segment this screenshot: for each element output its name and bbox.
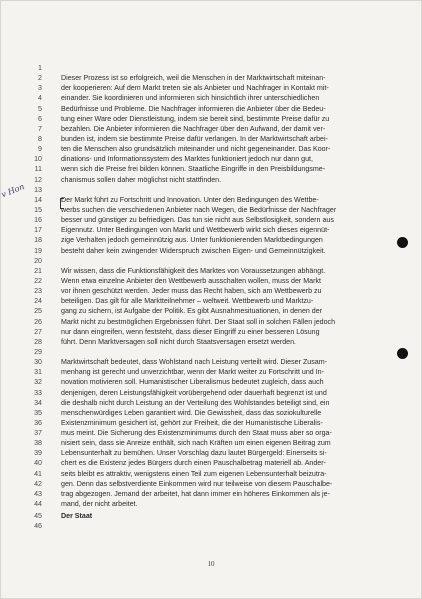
line-number: 5 (38, 104, 42, 113)
text-line (0, 124, 422, 134)
line-text: dinations- und Informationssystem des Marktes funktioniert jedoch nur dann gut, (61, 155, 313, 164)
text-line (0, 154, 422, 164)
text-line (0, 104, 422, 114)
line-number: 41 (34, 469, 42, 478)
text-line (0, 225, 422, 235)
text-line (0, 164, 422, 174)
text-line (0, 448, 422, 458)
text-line (0, 357, 422, 367)
text-line (0, 377, 422, 387)
line-number: 37 (34, 429, 42, 438)
text-line (0, 73, 422, 83)
text-line (0, 195, 422, 205)
line-text: menschenwürdiges Leben garantiert wird. Die Gewissheit, dass das soziokulturelle (61, 408, 322, 417)
text-line (0, 499, 422, 509)
line-text: mus meint. Die Sicherung des Existenzminimums durch den Staat muss aber so orga- (61, 429, 332, 438)
text-line (0, 114, 422, 124)
line-number: 2 (38, 74, 42, 83)
text-line (0, 521, 422, 531)
text-line (0, 185, 422, 195)
line-text: chert es die Existenz jedes Bürgers durch einen Pauschalbetrag materiell ab. Ander- (61, 459, 326, 468)
line-text: beteiligen. Das gilt für alle Marktteilnehmer – weltweit. Wettbewerb und Marktzu- (61, 297, 314, 306)
line-number: 12 (34, 175, 42, 184)
line-number: 20 (34, 256, 42, 265)
line-number: 15 (34, 205, 42, 214)
line-number: 11 (34, 165, 42, 174)
line-number: 22 (34, 276, 42, 285)
line-number: 40 (34, 459, 42, 468)
line-text: nisiert sein, dass sie Anreize enthält, sich nach Kräften um einen eigenen Beitrag zum (61, 439, 331, 448)
text-line (0, 408, 422, 418)
line-number: 45 (34, 512, 42, 521)
line-text: novation motivieren soll. Humanistischer Liberalismus bedeutet zugleich, dass auch (61, 378, 324, 387)
text-line (0, 469, 422, 479)
line-text: werbs suchen die verschiedenen Anbieter nach Wegen, die Bedürfnisse der Nachfrager (61, 205, 337, 214)
line-text: die deshalb nicht durch Leistung an der Verteilung des Wohlstandes beteiligt sind, ein (61, 398, 330, 407)
line-number: 9 (38, 145, 42, 154)
line-text: führt. Denn Marktversagen soll nicht durch Staatsversagen ersetzt werden. (61, 337, 296, 346)
line-number: 38 (34, 439, 42, 448)
text-line (0, 347, 422, 357)
line-number: 27 (34, 327, 42, 336)
text-line (0, 458, 422, 468)
line-text: Marktwirtschaft bedeutet, dass Wohlstand nach Leistung verteilt wird. Dieser Zusam- (61, 358, 327, 367)
text-line (0, 296, 422, 306)
line-text: bezahlen. Die Anbieter informieren die Nachfrager über den Aufwand, der damit ver- (61, 124, 326, 133)
line-number: 46 (34, 522, 42, 531)
text-line (0, 256, 422, 266)
line-text: denjenigen, deren Leistungsfähigkeit vorübergehend oder dauerhaft begrenzt ist und (61, 388, 327, 397)
punch-hole (397, 348, 408, 359)
text-line (0, 144, 422, 154)
line-text: nur dann eingreifen, wenn feststeht, dass dieser Eingriff zu einer besseren Lösung (61, 327, 320, 336)
line-text: seits bleibt es attraktiv, wenigstens einen Teil zum eigenen Lebensunterhalt beizutra- (61, 469, 327, 478)
line-text: vor ihnen geschützt werden. Jeder muss das Recht haben, sich am Wettbewerb zu (61, 287, 322, 296)
line-number: 19 (34, 246, 42, 255)
line-number: 35 (34, 408, 42, 417)
text-line (0, 63, 422, 73)
line-text: mand, der nicht arbeitet. (61, 500, 138, 509)
text-line (0, 134, 422, 144)
handwritten-margin-note: v Hon (0, 182, 26, 200)
text-line (0, 367, 422, 377)
line-number: 34 (34, 398, 42, 407)
line-number: 33 (34, 388, 42, 397)
line-number: 23 (34, 287, 42, 296)
text-line (0, 428, 422, 438)
line-text: trag abgezogen. Jemand der arbeitet, hat dann immer ein höheres Einkommen als je- (61, 489, 330, 498)
line-text: gang zu sichern, ist Aufgabe der Politik. Es gibt Ausnahmesituationen, in denen der (61, 307, 323, 316)
text-line (0, 266, 422, 276)
text-line (0, 246, 422, 256)
line-number: 21 (34, 266, 42, 275)
text-line (0, 418, 422, 428)
text-line (0, 235, 422, 245)
line-number: 32 (34, 378, 42, 387)
text-line (0, 205, 422, 215)
line-number: 4 (38, 94, 42, 103)
line-text: besser und günstiger zu befriedigen. Das tun sie nicht aus Selbstlosigkeit, sondern aus (61, 216, 334, 225)
line-text: chanismus sollen daher möglichst nicht stattfinden. (61, 175, 222, 184)
line-number: 16 (34, 216, 42, 225)
line-number: 42 (34, 479, 42, 488)
line-number: 8 (38, 134, 42, 143)
text-line (0, 175, 422, 185)
line-text: ten die Menschen also grundsätzlich miteinander und nicht gegeneinander. Das Koor- (61, 145, 331, 154)
text-line (0, 511, 422, 521)
text-line (0, 489, 422, 499)
text-line (0, 286, 422, 296)
line-number: 14 (34, 195, 42, 204)
line-number: 24 (34, 297, 42, 306)
line-number: 29 (34, 347, 42, 356)
text-line (0, 306, 422, 316)
line-text: tung einer Ware oder Dienstleistung, indem sie bereit sind, bestimmte Preise dafür zu (61, 114, 330, 123)
text-line (0, 83, 422, 93)
line-text: Wenn etwa einzelne Anbieter den Wettbewerb ausschalten wollen, muss der Markt (61, 276, 321, 285)
line-number: 6 (38, 114, 42, 123)
line-number: 25 (34, 307, 42, 316)
line-text: einander. Sie koordinieren und informieren sich hinsichtlich ihrer unterschiedlichen (61, 94, 320, 103)
line-number: 28 (34, 337, 42, 346)
line-text: Der Markt führt zu Fortschritt und Innovation. Unter den Bedingungen des Wettbe- (61, 195, 319, 204)
line-number: 13 (34, 185, 42, 194)
text-line (0, 479, 422, 489)
line-text: der kooperieren: Auf dem Markt treten sie als Anbieter und Nachfrager in Kontakt mit- (61, 84, 329, 93)
text-line (0, 438, 422, 448)
line-number: 30 (34, 358, 42, 367)
line-text: Wir wissen, dass die Funktionsfähigkeit des Marktes von Voraussetzungen abhängt. (61, 266, 326, 275)
text-line (0, 93, 422, 103)
line-number: 43 (34, 489, 42, 498)
section-heading: Der Staat (61, 512, 93, 521)
text-line (0, 276, 422, 286)
text-line (0, 215, 422, 225)
line-text: Dieser Prozess ist so erfolgreich, weil die Menschen in der Marktwirtschaft miteinan- (61, 74, 326, 83)
line-text: Markt nicht zu bestmöglichen Ergebnissen führt. Der Staat soll in solchen Fällen jedoch (61, 317, 336, 326)
line-text: Bedürfnisse und Probleme. Die Nachfrager informieren die Anbieter über die Bedeu- (61, 104, 326, 113)
text-line (0, 337, 422, 347)
line-number: 3 (38, 84, 42, 93)
line-number: 17 (34, 226, 42, 235)
line-number: 36 (34, 418, 42, 427)
line-text: gen. Denn das selbstverdiente Einkommen wird nur teilweise von diesem Pauschalbe- (61, 479, 333, 488)
line-number: 7 (38, 124, 42, 133)
line-number: 44 (34, 500, 42, 509)
line-text: zige Verhalten jedoch gemeinnützig aus. Unter funktionierenden Marktbedingungen (61, 236, 323, 245)
line-number: 26 (34, 317, 42, 326)
line-text: menhang ist gerecht und unverzichtbar, wenn der Markt weiter zu Fortschritt und In- (61, 368, 324, 377)
line-number: 31 (34, 368, 42, 377)
line-text: wenn sich die Preise frei bilden können. Staatliche Eingriffe in den Preisbildungsme- (61, 165, 326, 174)
line-number: 1 (38, 64, 42, 72)
line-text: Eigennutz. Unter Bedingungen von Markt und Wettbewerb wirkt sich dieses eigennüt- (61, 226, 330, 235)
punch-hole (397, 237, 408, 248)
line-text: bunden ist, indem sie bestimmte Preise dafür verlangen. In der Marktwirtschaft arbei- (61, 134, 328, 143)
text-line (0, 388, 422, 398)
page-number: 10 (207, 560, 215, 568)
numbered-text-lines (0, 63, 422, 531)
line-text: Lebensunterhalt zu bemühen. Unser Vorschlag dazu lautet Bürgergeld: Einerseits si- (61, 449, 327, 458)
text-line (0, 398, 422, 408)
line-number: 39 (34, 449, 42, 458)
line-number: 18 (34, 236, 42, 245)
line-number: 10 (34, 155, 42, 164)
text-line (0, 327, 422, 337)
line-text: Existenzminimum gesichert ist, gehört zur Freiheit, die der Humanistische Liberalis- (61, 418, 323, 427)
line-text: besteht daher kein zwingender Widerspruch zwischen Eigen- und Gemeinnützigkeit. (61, 246, 326, 255)
text-line (0, 317, 422, 327)
